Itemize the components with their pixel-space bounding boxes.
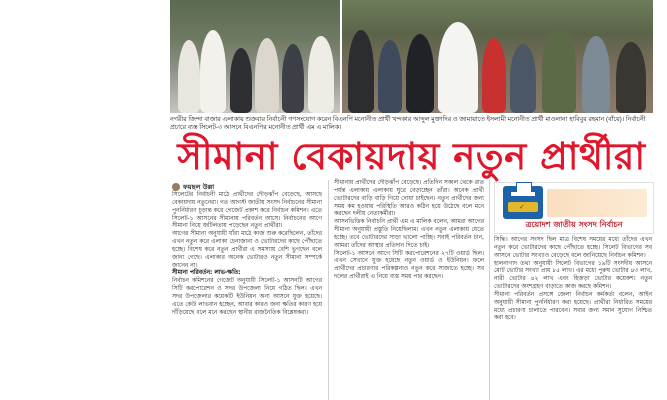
article-column-1 <box>172 192 322 318</box>
photo-caption: নগরীর জিন্দা বাজার এলাকায় শুক্রবার নির্বাচনী গণসংযোগ করেন বিএনপি মনোনীত প্রার্থী খন্দকার আব্দুল মুক্তাদির ও জামায়াতে ইসলামী মনোনীত প্রার্থী মাওলানা হাবিবুর রহমান (বাঁয়ে)। নির্বাচনী প্রচারে ব্যস্ত সিলেট-৩ আসনে বিএনপির মনোনীত প্রার্থী এম এ মালিক। <box>170 116 646 131</box>
check-icon: ✓ <box>519 203 525 211</box>
col3-paragraph-2: হালনাগাদ তথ্য অনুযায়ী সিলেট বিভাগের ১৯টি সংসদীয় আসনে মোট ভোটার সংখ্যা প্রায় ৮৫ লাখ। এর মধ্যে পুরুষ ভোটার ৪৩ লাখ, নারী ভোটার ৪২ লাখ এবং হিজড়া ভোটার কয়েকশ। নতুন ভোটারদের অংশগ্রহণ বাড়াতে কাজ করছে কমিশন। <box>494 260 652 291</box>
election-logo-title: ত্রয়োদশ জাতীয় সংসদ নির্বাচন <box>525 220 623 229</box>
col2-paragraph-3: সিলেট-১ আসনে আগে সিটি করপোরেশনের ২৭টি ওয়ার্ড ছিল। এখন সেখানে যুক্ত হয়েছে নতুন ওয়ার্ড ও ইউনিয়ন। ফলে প্রার্থীদের প্রচারণার পরিকল্পনাও নতুন করে সাজাতে হচ্ছে। সব দলের প্রার্থীরাই এ নিয়ে ব্যস্ত সময় পার করছেন। <box>334 250 484 281</box>
col1-subhead: সীমানা পরিবর্তন: লাভ-ক্ষতি: <box>172 270 241 277</box>
col1-paragraph-1: সিলেটের নির্বাচনী মাঠে প্রার্থীদের দৌড়ঝাঁপ বেড়েছে, আসছে বেকায়দায় নতুনেরা। গত আগস্ট জাতীয় সংসদ নির্বাচনের সীমানা পুনর্নির্ধারণ চূড়ান্ত করে গেজেট প্রকাশ করে নির্বাচন কমিশন। এতে সিলেট-১ আসনের সীমানায় পরিবর্তন আসে। নির্বাচনের আগে সীমানা নিয়ে জটিলতায় পড়েছেন নতুন প্রার্থীরা। <box>172 192 322 230</box>
article-column-2 <box>334 180 484 282</box>
article-column-3 <box>494 237 652 323</box>
col3-paragraph-1: সিদ্ধি। আগের সংসদ ছিল মাত্র বিশেষ সময়ের মধ্যে তাঁদের এখন নতুন করে ভোটারদের কাছে পৌঁছাতে হচ্ছে। সিলেট বিভাগের সব আসনে ভোটার সংখ্যাও বেড়েছে বলে জানিয়েছে নির্বাচন কমিশন। <box>494 237 652 259</box>
col1-paragraph-3: নির্বাচন কমিশনের গেজেট অনুযায়ী সিলেট-১ আসনটি আগের সিটি করপোরেশন ও সদর উপজেলা নিয়ে গঠিত ছিল। এখন সদর উপজেলার কয়েকটি ইউনিয়ন অন্য আসনে যুক্ত হয়েছে। এতে কেউ লাভবান হচ্ছেন, আবার কারও জন্য ক্ষতির কারণ হয়ে দাঁড়িয়েছে বলে মনে করছেন স্থানীয় রাজনৈতিক বিশ্লেষকরা। <box>172 278 322 316</box>
col1-paragraph-2: আগের সীমানা অনুযায়ী যাঁরা মাঠে কাজ শুরু করেছিলেন, তাঁদের এখন নতুন করে এলাকা চেনাজানা ও ভোটারদের কাছে পৌঁছাতে হচ্ছে। বিশেষ করে নতুন প্রার্থীরা এ সমস্যায় বেশি ভুগছেন বলে জানা গেছে। এলাকার অনেক ভোটারও নতুন সীমানা সম্পর্কে জানেন না। <box>172 231 322 269</box>
news-photos <box>170 0 653 113</box>
reporter-icon <box>172 183 180 191</box>
ballot-box-icon <box>503 186 543 219</box>
col2-paragraph-2: আসনভিত্তিক নির্বাচনি প্রার্থী এম এ মালিক বলেন, আমরা আগের সীমানা অনুযায়ী প্রস্তুতি নিয়েছিলাম। এখন নতুন এলাকায় যেতে হচ্ছে। তবে ভোটারদের সাড়া ভালো পাচ্ছি। সবাই পরিবর্তন চান, আমরা তাঁদের আস্থার প্রতিদান দিতে চাই। <box>334 219 484 249</box>
column-rule-1 <box>328 180 329 400</box>
parliament-graphic <box>547 189 647 217</box>
col2-paragraph-1: সীমানায় প্রার্থীদের দৌড়ঝাঁপ বেড়েছে। প্রতিদিন সকাল থেকে রাত পর্যন্ত এলাকায় এলাকায় ঘুরে বেড়াচ্ছেন তাঁরা। অনেক প্রার্থী ভোটারদের বাড়ি বাড়ি গিয়ে দোয়া চাইছেন। নতুন প্রার্থীদের জন্য সময় কম হওয়ায় পরিস্থিতি আরও কঠিন হয়ে উঠেছে বলে মনে করছেন দলীয় নেতাকর্মীরা। <box>334 180 484 218</box>
election-logo <box>494 182 654 234</box>
photo-rally-left <box>170 0 340 113</box>
col3-paragraph-3: সীমানা পরিবর্তন প্রসঙ্গে জেলা নির্বাচন কর্মকর্তা বলেন, আইন অনুযায়ী সীমানা পুনর্নির্ধারণ করা হয়েছে। প্রার্থীরা নির্ধারিত সময়ের মধ্যে প্রচারণা চালাতে পারবেন। সবার জন্য সমান সুযোগ নিশ্চিত করা হবে। <box>494 291 652 322</box>
headline: সীমানা বেকায়দায় নতুন প্রার্থীরা <box>177 135 646 178</box>
byline-name: ফয়ছল উল্লা <box>183 183 215 191</box>
byline <box>172 182 322 192</box>
column-rule-2 <box>489 180 490 400</box>
photo-rally-right <box>342 0 653 113</box>
